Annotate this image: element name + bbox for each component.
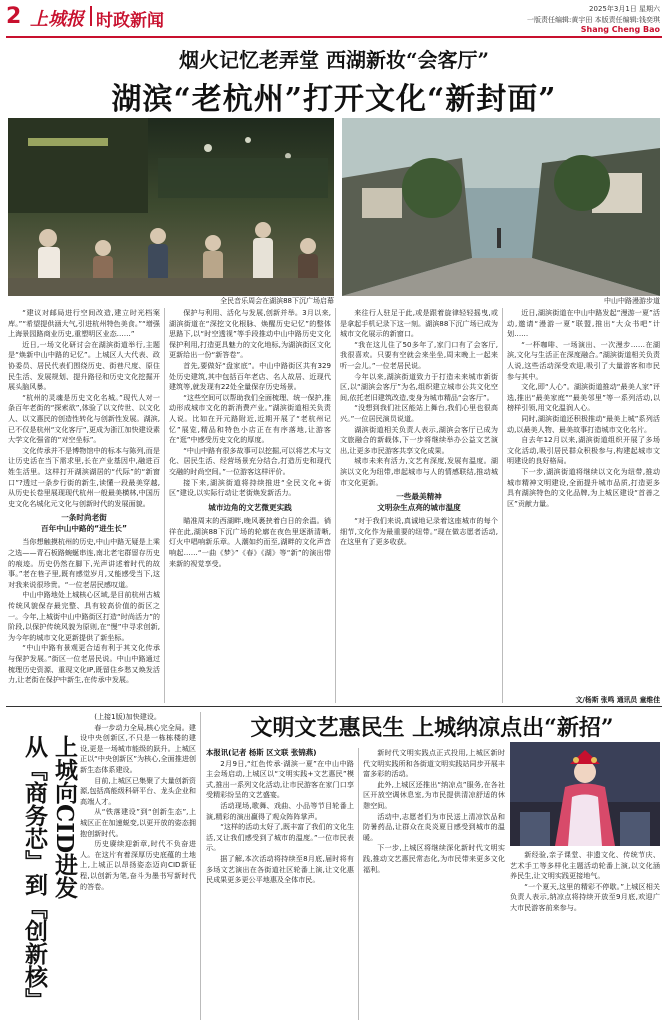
paragraph: 文化,即“人心”。湖滨街道推动“最美人家”评选,推出“最美家庭”“最美邻里”等一系列活动,以榜样引领,用文化温润人心。 xyxy=(507,382,660,413)
paragraph: 历史赓续迎新章,时代不负奋进人。在这片有着深厚历史底蕴的土地上,上城正以昂扬姿态迈向CID新征程,以创新为笔,奋斗为墨书写新时代的答卷。 xyxy=(80,839,196,891)
paragraph: 同时,湖滨街道还积极推动“最美上城”系列活动,以最美人物、最美故事打造城市文化名片。 xyxy=(507,413,660,434)
paragraph: 春一步动力全局,核心完全局。建设中央创新区,不只是一栋栋楼的建设,更是一场城市能级的跃升。上城区正以“中央创新区”为核心,全面推进创新生态体系建设。 xyxy=(80,722,196,774)
paragraph: 下一步,上城区将继续深化新时代文明实践,推动文艺惠民常态化,为市民带来更多文化福利。 xyxy=(363,843,505,874)
side-column xyxy=(80,712,196,1022)
photo-street-caption: 中山中路漫游步道 xyxy=(604,297,660,305)
paragraph: 城市未来有活力,文艺有深度,发展有温度。湖滨以文化为纽带,串起城市与人的情感联结,推动城市文化更新。 xyxy=(340,456,498,487)
photo-concert xyxy=(8,118,334,296)
second-headline: 文明文艺惠民生 上城纳凉点出“新招” xyxy=(250,715,614,741)
street-photo-art xyxy=(342,118,660,296)
section-divider xyxy=(6,706,662,707)
paragraph: 首先,要做好“盘家底”。中山中路街区共有329处历史建筑,其中包括百年老店、名人故居、近现代建筑等,就发现有22处全量保存历史场景。 xyxy=(169,360,331,392)
column-rule xyxy=(164,308,165,703)
photo-performer xyxy=(510,742,660,846)
paragraph: “中山中路有景观更合适有利于其文化传承与保护发展。”街区一位老居民说。中山中路通过梳理历史资源、重现文化IP,既留住乡愁又焕发活力,让老街在保护中新生,在传承中发展。 xyxy=(8,643,160,685)
side-title-b: 上城向CID进发 xyxy=(51,735,78,900)
paragraph: 来往行人驻足于此,或是跟着旋律轻轻摇曳,或是拿起手机记录下这一刻。湖滨88下沉广场已成为城市文化展示的新窗口。 xyxy=(340,308,498,339)
paragraph: “这些空间可以帮助我们全面梳理、统一保护,推动形成城市文化的新消费产业。”湖滨街道相关负责人说。比如在开元路附近,近期开展了“老杭州记忆”展览,精品和特色小店正在有序落地,让游客在“逛”中感受历史文化的厚度。 xyxy=(169,392,331,445)
paragraph: 瞄准周末的西湖畔,晚风裹挟着白日的余温。徜徉在此,湖滨88下沉广场的轮廓在夜色里逐渐清晰,灯火中唱响新乐章。人潮如约而至,湖畔的文化声音响起……“一曲《梦》”《春》《湖》等“新”的演出带来新的视觉享受。 xyxy=(169,516,331,568)
paragraph: 当你想触摸杭州的历史,中山中路无疑是上乘之选——青石板路蜿蜒串连,南北老宅群留存历史的痕迹。历史仍然在脚下,光声讲述着时代的故事。”老在巷子里,既有感觉岁月,又能感受当下,这对我来说很珍贵。“一位老居民感叹道。 xyxy=(8,537,160,589)
photo-concert-caption: 全民音乐周会在湖滨88下沉广场启幕 xyxy=(220,297,334,305)
paragraph: 文化传承并不是博物馆中的标本与陈列,而是让历史活在当下需求里,长在产业基因中,融进百姓生活里。这样打开湖滨湖居的“代际”的“新窗口”?透过一条步行街的新生,读懂一段最美穿越,从历史长卷里展现现代杭州一般最美横林,中国历史文化名城化元文化与创新时代的发展面貌。 xyxy=(8,445,160,508)
paragraph: 新时代文明实践点正式投用,上城区新时代文明实践所和各街道文明实践站同步开展丰富多彩的活动。 xyxy=(363,748,505,779)
second-byline: 本报讯(记者 杨斯 区文联 张锦燕) xyxy=(206,748,317,757)
editors-line: 一版责任编辑:黄宇田 本版责任编辑:钱奕琪 xyxy=(527,16,660,24)
paragraph: 新经验,亲子课堂、非遗文化、传统节庆、艺术手工等多样化主题活动轮番上演,以文化涵养民生,让文明实践更接地气。 xyxy=(510,850,660,881)
section-name: 时政新闻 xyxy=(96,11,164,31)
paragraph: “建议对邮局进行空间改造,建立时光档案库。”“希望提供涵大气,引进杭州特色美食。”“增强上海景园路商业历史,重塑明区业态……” xyxy=(8,308,160,339)
subhead: 城市边角的文艺微更实践 xyxy=(208,502,292,512)
second-column-3 xyxy=(510,850,660,1020)
lead-byline: 文/杨斯 张鸣 通讯员 童维佳 xyxy=(575,696,660,704)
paragraph: “我在这儿住了50多年了,家门口有了会客厅,我很喜欢。只要有空就会来坐坐,周末晚上一起来听一会儿。”一位老居民说。 xyxy=(340,339,498,370)
lead-headline: 湖滨“老杭州”打开文化“新封面” xyxy=(111,82,557,117)
page-number: 2 xyxy=(6,4,22,29)
paragraph: 湖滨街道相关负责人表示,湖滨会客厅已成为文旅融合的新载体,下一步将继续举办公益文艺演出,让更多市民游客共享文化成果。 xyxy=(340,424,498,455)
lead-column-3 xyxy=(340,308,498,708)
paragraph: 中山中路地处上城核心区域,是目前杭州古城传统风貌保存最完整、具有较高价值的街区之一。今年,上城街中山中路街区打造“时尚活力”的阶段,以保护传统风貌为原则,在“慢”中寻求创新,为今年的城市文化更新提供了新坐标。 xyxy=(8,590,160,642)
paragraph: 此外,上城区还推出“纳凉点”服务,在各社区开放空调休息室,为市民提供清凉舒适的休憩空间。 xyxy=(363,779,505,810)
paragraph: “这样的活动太好了,既丰富了我们的文化生活,又让我们感受到了城市的温度。”一位市民表示。 xyxy=(206,822,354,853)
subhead: 一些最美精神 文明杂生点亮的城市温度 xyxy=(377,492,461,512)
newspaper-logo: 上城报 xyxy=(30,9,84,30)
concert-photo-art xyxy=(8,118,334,296)
header-separator xyxy=(90,6,92,26)
paragraph: 今年以来,湖滨街道致力于打造未来城市新街区,以“湖滨会客厅”为名,组织建立城市公共文化空间,依托老旧建筑改造,变身为城市精品“会客厅”。 xyxy=(340,371,498,402)
paragraph: “对于我们来说,真诚地记录着这座城市的每个细节,文化作为最重要的纽带。”现在做志愿者活动,在这里有了更多收获。 xyxy=(340,516,498,547)
column-rule xyxy=(502,308,503,703)
column-rule xyxy=(335,308,336,703)
paragraph: 下一步,湖滨街道将继续以文化为纽带,推动城市精神文明建设,全面提升城市品质,打造更多具有湖滨特色的文化品牌,为上城区建设“首善之区”贡献力量。 xyxy=(507,466,660,508)
lead-column-4 xyxy=(507,308,660,696)
paragraph: “中山中路有很多故事可以挖掘,可以将艺术与文化、居民生活、经营场景充分结合,打造历史和现代交融的时尚空间。”一位游客这样评价。 xyxy=(169,445,331,476)
paragraph: 2月9日,“红色传承·湖滨一夏”在中山中路主会场启动,上城区以“文明实践+文艺惠民”模式,推出一系列文化活动,让市民游客在家门口享受精彩纷呈的文艺盛宴。 xyxy=(206,758,354,800)
paragraph: 接下来,湖滨街道将持续推进“全民文化+街区”建设,以实际行动让老街焕发新活力。 xyxy=(169,477,331,498)
second-column-1 xyxy=(206,748,354,1020)
side-title-a: 从『商务芯』到『创新核』 xyxy=(21,735,48,1011)
paragraph: “杭州的灵魂是历史文化名城。”现代人对一条百年老街的“探索欲”,体验了以文传世、以文化人、以文惠民的创造性转化与创新性发展。湖滨,已不仅是杭州“文化客厅”,更成为浙江加快建设素大学文化强省的“对空坐标”。 xyxy=(8,392,160,445)
paragraph: 目前,上城区已集聚了大量创新资源,包括高能级科研平台、龙头企业和高端人才。 xyxy=(80,775,196,806)
performer-photo-art xyxy=(510,742,660,846)
paragraph: 据了解,本次活动将持续至8月底,届时将有多场文艺演出在各街道社区轮番上演,让文化惠民成果更多更公平地惠及全体市民。 xyxy=(206,853,354,885)
lead-column-1 xyxy=(8,308,160,708)
paragraph: (上接1版)加快建设。 xyxy=(94,712,161,721)
photo-street xyxy=(342,118,660,296)
header-rule xyxy=(6,36,662,38)
paragraph: 活动中,志愿者们为市民送上清凉饮品和防暑药品,让群众在炎炎夏日感受到城市的温暖。 xyxy=(363,811,505,842)
paragraph: 从“铁落建设”到“创新生态”,上城区正在加速蜕变,以更开放的姿态拥抱创新时代。 xyxy=(80,807,196,838)
paragraph: “没想到我们社区能站上舞台,我们心里也很高兴。”一位居民演员说道。 xyxy=(340,403,498,423)
subhead: 一条时尚老街 百年中山中路的“进生长” xyxy=(41,513,127,533)
paragraph: 保护与利用、活化与发展,创新并举。3月以来,湖滨街道在“深挖文化根脉、焕醒历史记忆”的整体思路下,以“时空透视”等手段推动中山中路历史文化保护利用,打造更具魅力的文化地标,为湖滨街区文化更新给出一份“新答卷”。 xyxy=(169,308,331,360)
second-column-2 xyxy=(363,748,505,1020)
brand-en: Shang Cheng Bao xyxy=(580,25,660,34)
date-line: 2025年3月1日 星期六 xyxy=(589,5,660,13)
paragraph: “一个夏天,这里的精彩不停歇。”上城区相关负责人表示,纳凉点将持续开放至9月底,欢迎广大市民游客前来参与。 xyxy=(510,881,660,912)
column-rule xyxy=(358,748,359,1020)
paragraph: 活动现场,歌舞、戏曲、小品等节目轮番上演,精彩的演出赢得了观众阵阵掌声。 xyxy=(206,800,354,821)
lead-column-2 xyxy=(169,308,331,708)
lead-kicker: 烟火记忆老弄堂 西湖新妆“会客厅” xyxy=(179,48,489,72)
paragraph: 近日,湖滨街道在中山中路发起“漫游一夏”活动,邀请“漫游一夏”联盟,推出“大众书吧”计划…… xyxy=(507,308,660,339)
paragraph: “一杯咖啡、一场演出、一次漫步……在湖滨,文化与生活正在深度融合。”湖滨街道相关负责人说,这些活动深受欢迎,吸引了大量游客和市民参与其中。 xyxy=(507,339,660,381)
paragraph: 近日,一场文化研讨会在湖滨街道举行,主题是“焕新中山中路的记忆”。上城区人大代表、政协委员、居民代表们围绕历史、街巷尺度、原住民生活、发展规划、提升路径和历史文化挖掘开展头脑风暴。 xyxy=(8,339,160,392)
paragraph: 自去年12月以来,湖滨街道组织开展了多场文化活动,吸引居民群众积极参与,构建起城市文明建设的良好格局。 xyxy=(507,435,660,466)
column-rule xyxy=(200,712,201,1020)
